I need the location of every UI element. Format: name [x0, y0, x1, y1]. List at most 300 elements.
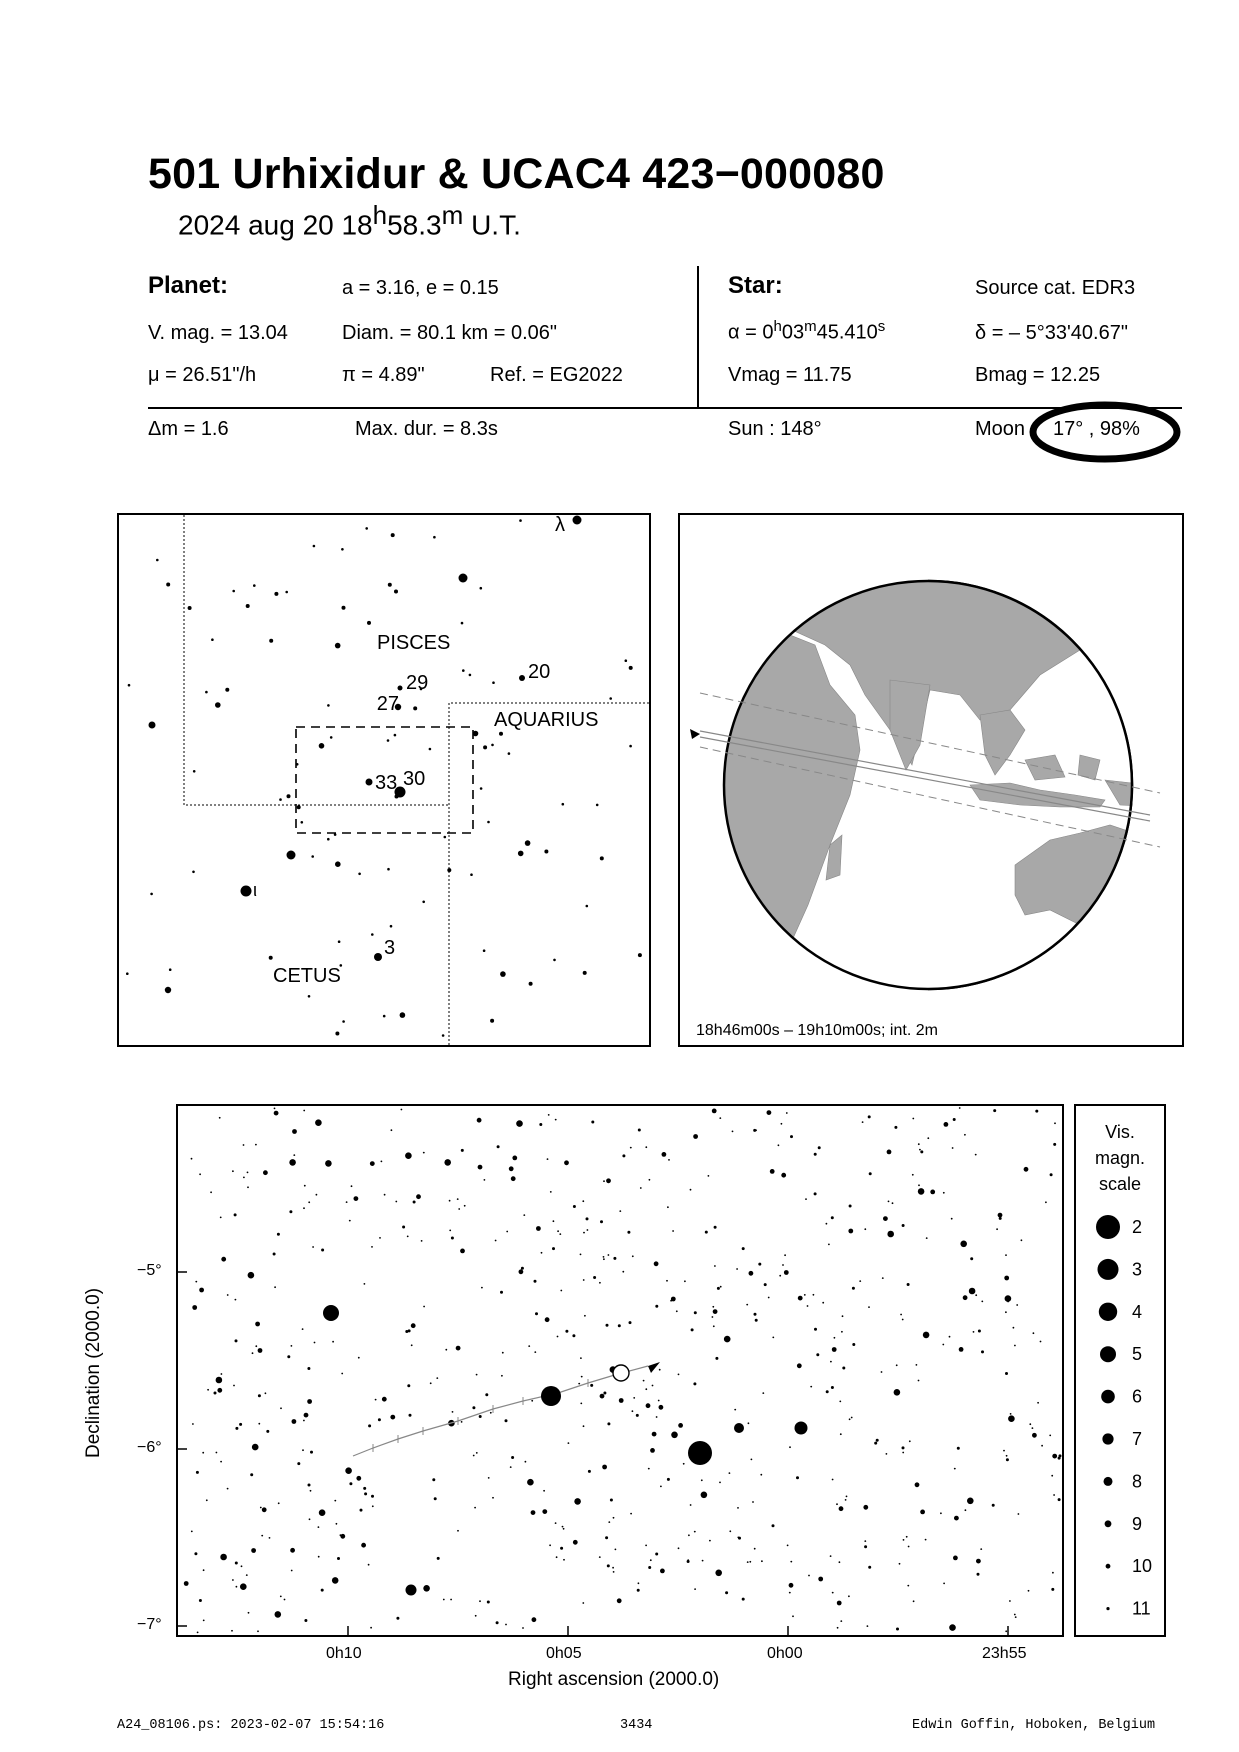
detail-star [583, 1279, 585, 1281]
detail-star [500, 1291, 503, 1294]
detail-star [318, 1556, 320, 1558]
detail-star [580, 1357, 582, 1359]
detail-star [434, 1497, 437, 1500]
detail-star [618, 1324, 621, 1327]
detail-star [862, 1121, 864, 1123]
detail-star [563, 1559, 565, 1561]
detail-star [586, 1217, 589, 1220]
detail-star [981, 1301, 983, 1303]
detail-star [629, 1321, 632, 1324]
detail-star [668, 1159, 670, 1161]
finder-star [500, 971, 506, 977]
detail-star [970, 1257, 973, 1260]
detail-star [221, 1257, 226, 1262]
detail-star [807, 1305, 809, 1307]
detail-star [232, 1579, 234, 1581]
detail-star [869, 1172, 872, 1175]
detail-star [603, 1256, 605, 1258]
detail-star [908, 1546, 910, 1548]
detail-star [610, 1499, 613, 1502]
detail-star [449, 1230, 451, 1232]
detail-star [476, 1452, 478, 1454]
detail-star [274, 1111, 279, 1116]
detail-star [391, 1129, 393, 1131]
detail-star [232, 1170, 234, 1172]
detail-star [475, 1615, 477, 1617]
detail-star [423, 1306, 425, 1308]
detail-star [969, 1288, 976, 1295]
detail-star [531, 1510, 536, 1515]
finder-star [358, 873, 361, 876]
bright-star-f [406, 1585, 417, 1596]
detail-star [779, 1275, 781, 1277]
detail-star [450, 1599, 452, 1601]
detail-star [886, 1453, 888, 1455]
detail-star [606, 1324, 609, 1327]
finder-star [150, 893, 153, 896]
detail-star [584, 1315, 586, 1317]
finder-star [413, 706, 417, 710]
detail-star [918, 1184, 920, 1186]
detail-star [356, 1476, 361, 1481]
magnitude-legend [1074, 1104, 1166, 1637]
finder-star [394, 590, 398, 594]
axis-ticks [178, 1272, 1008, 1635]
detail-star [221, 1373, 223, 1375]
detail-star [691, 1328, 694, 1331]
detail-star [542, 1509, 547, 1514]
boundary-aquarius [449, 703, 649, 1045]
detail-star [768, 1297, 770, 1299]
detail-star [535, 1312, 538, 1315]
detail-star [751, 1459, 753, 1461]
detail-star [363, 1487, 366, 1490]
info-divider [697, 266, 699, 408]
detail-star [715, 1357, 718, 1360]
detail-star [303, 1207, 305, 1209]
finder-star [391, 533, 395, 537]
detail-star [796, 1476, 799, 1479]
detail-star [370, 1627, 372, 1629]
detail-star [906, 1536, 908, 1538]
detail-star [337, 1557, 340, 1560]
event-date: 2024 aug 20 18 [178, 209, 373, 241]
detail-star [559, 1233, 561, 1235]
detail-star [648, 1566, 651, 1569]
detail-star [449, 1200, 451, 1202]
detail-star [724, 1336, 731, 1343]
detail-star [953, 1118, 956, 1121]
detail-star [1010, 1413, 1012, 1415]
detail-star [354, 1196, 359, 1201]
detail-star [522, 1627, 524, 1629]
detail-star [490, 1412, 492, 1414]
detail-star [637, 1589, 640, 1592]
detail-star [781, 1123, 783, 1125]
detail-star [650, 1448, 655, 1453]
detail-star [967, 1498, 974, 1505]
legend-title-3: scale [1098, 1174, 1142, 1194]
detail-star [633, 1397, 635, 1399]
star-3 [374, 953, 382, 961]
detail-star [505, 1624, 507, 1626]
detail-star [297, 1462, 300, 1465]
star-dec: δ = – 5°33'40.67" [975, 322, 1128, 344]
globe-svg [680, 515, 1182, 1045]
detail-star [678, 1547, 680, 1549]
detail-star [714, 1265, 716, 1267]
detail-star [831, 1386, 834, 1389]
detail-star [804, 1294, 806, 1296]
detail-star [318, 1526, 320, 1528]
detail-star [965, 1509, 967, 1511]
detail-star [859, 1280, 861, 1282]
detail-star [495, 1240, 497, 1242]
detail-star [341, 1373, 343, 1375]
detail-star [749, 1561, 751, 1563]
detail-star [656, 1416, 658, 1418]
finder-star [335, 861, 341, 867]
detail-star [548, 1114, 550, 1116]
detail-star [581, 1376, 583, 1378]
legend-dot-7 [1102, 1433, 1113, 1444]
detail-star [243, 1144, 245, 1146]
finder-star [429, 748, 432, 751]
detail-star [402, 1226, 405, 1229]
detail-star [292, 1129, 297, 1134]
legend-label-2: 2 [1132, 1217, 1143, 1237]
finder-star [269, 956, 273, 960]
detail-star [547, 1158, 549, 1160]
detail-star [764, 1283, 767, 1286]
detail-star [1005, 1311, 1007, 1313]
finder-star [629, 666, 633, 670]
detail-star [619, 1398, 624, 1403]
detail-star [316, 1194, 318, 1196]
detail-star [714, 1226, 717, 1229]
detail-star [993, 1109, 996, 1112]
detail-star [413, 1201, 416, 1204]
detail-star [375, 1399, 377, 1401]
detail-star [605, 1536, 608, 1539]
detail-star [918, 1380, 920, 1382]
detail-star [484, 1179, 486, 1181]
star-33 [366, 779, 373, 786]
detail-star [606, 1178, 611, 1183]
label-cetus: CETUS [273, 965, 341, 987]
finder-star [188, 606, 192, 610]
detail-star [360, 1509, 363, 1512]
detail-star [477, 1118, 482, 1123]
detail-star [839, 1561, 841, 1563]
detail-star [203, 1620, 205, 1622]
detail-star [444, 1159, 451, 1166]
detail-star [715, 1570, 722, 1577]
detail-star [814, 1328, 817, 1331]
finder-star [193, 770, 196, 773]
detail-star [964, 1134, 966, 1136]
detail-star [659, 1405, 664, 1410]
detail-star [407, 1236, 409, 1238]
detail-star [912, 1118, 914, 1120]
detail-star [864, 1540, 866, 1542]
finder-star [518, 851, 524, 857]
detail-star [612, 1567, 614, 1569]
star-bright-4 [165, 987, 171, 993]
detail-star [262, 1507, 267, 1512]
finder-star [330, 736, 333, 739]
detail-star [603, 1180, 605, 1182]
japan [1098, 625, 1120, 665]
detail-star [977, 1573, 980, 1576]
detail-star [713, 1309, 718, 1314]
detail-star [287, 1355, 290, 1358]
detail-star [488, 1477, 490, 1479]
detail-star [260, 1507, 262, 1509]
finder-star [301, 821, 304, 824]
detail-star [479, 1600, 481, 1602]
detail-star [269, 1537, 271, 1539]
bright-star-d [795, 1422, 808, 1435]
detail-star [913, 1600, 915, 1602]
detail-star [321, 1589, 324, 1592]
detail-star [574, 1498, 581, 1505]
star-ra-m: m [804, 318, 817, 335]
detail-star [381, 1161, 383, 1163]
detail-star [199, 1288, 204, 1293]
detail-star [395, 1201, 397, 1203]
finder-bright-stars [149, 516, 582, 994]
detail-star [583, 1232, 585, 1234]
detail-star [737, 1537, 739, 1539]
detail-star [1013, 1327, 1015, 1329]
detail-star [184, 1581, 189, 1586]
detail-star [868, 1566, 871, 1569]
detail-star [525, 1461, 527, 1463]
finder-star [422, 901, 425, 904]
detail-star [460, 1249, 465, 1254]
detail-star [220, 1554, 227, 1561]
finder-star [480, 787, 483, 790]
detail-star [587, 1229, 589, 1231]
detail-star [678, 1423, 683, 1428]
detail-star [562, 1526, 564, 1528]
detail-star [818, 1146, 821, 1149]
detail-star [235, 1562, 238, 1565]
detail-star [660, 1569, 665, 1574]
detail-star [1041, 1445, 1043, 1447]
detail-star [519, 1269, 524, 1274]
detail-star [364, 1492, 367, 1495]
finder-star [342, 1020, 345, 1023]
detail-star [1004, 1276, 1009, 1281]
detail-star [421, 1240, 423, 1242]
detail-star [720, 1286, 722, 1288]
detail-star [713, 1325, 715, 1327]
detail-star [816, 1353, 819, 1356]
finder-star [596, 804, 599, 807]
target-star-marker [613, 1365, 629, 1381]
detail-star [852, 1287, 855, 1290]
legend-label-5: 5 [1132, 1344, 1143, 1365]
finder-star [586, 905, 589, 908]
detail-star [712, 1316, 714, 1318]
detail-star [632, 1410, 634, 1412]
detail-star [1006, 1458, 1009, 1461]
detail-star [258, 1348, 263, 1353]
detail-star [840, 1433, 842, 1435]
detail-star [1037, 1402, 1039, 1404]
detail-star [195, 1281, 197, 1283]
detail-star [930, 1190, 935, 1195]
finder-star [166, 583, 170, 587]
planet-vmag: V. mag. = 13.04 [148, 322, 288, 344]
detail-star [534, 1280, 537, 1283]
detail-star [646, 1403, 651, 1408]
detail-star [451, 1237, 454, 1240]
detail-star [1033, 1332, 1035, 1334]
detail-star [832, 1592, 834, 1594]
detail-star [837, 1627, 839, 1629]
detail-star [888, 1201, 890, 1203]
detail-star [881, 1371, 883, 1373]
finder-star [625, 659, 628, 662]
detail-star [996, 1228, 998, 1230]
detail-star [684, 1280, 686, 1282]
finder-star [126, 972, 129, 975]
detail-star [497, 1145, 500, 1148]
label-3: 3 [384, 937, 396, 959]
detail-star [210, 1191, 212, 1193]
detail-star [650, 1559, 652, 1561]
detail-star [851, 1417, 853, 1419]
detail-star [645, 1545, 647, 1547]
detail-star [826, 1223, 828, 1225]
detail-star [755, 1319, 758, 1322]
finder-star [367, 621, 371, 625]
finder-star [490, 1019, 494, 1023]
detail-star [246, 1574, 248, 1576]
detail-star [502, 1352, 504, 1354]
detail-star [960, 1241, 967, 1248]
detail-star [863, 1505, 868, 1510]
boundary-pisces-cetus [184, 515, 449, 805]
detail-star [652, 1432, 657, 1437]
detail-star [351, 1185, 353, 1187]
finder-star [492, 681, 495, 684]
detail-star [672, 1230, 674, 1232]
detail-star [303, 1420, 305, 1422]
finder-star [327, 838, 330, 841]
detail-star [203, 1569, 205, 1571]
detail-star [361, 1543, 366, 1548]
detail-star [638, 1129, 641, 1132]
detail-star [840, 1620, 842, 1622]
detail-star [247, 1172, 249, 1174]
detail-star [1009, 1600, 1011, 1602]
detail-star [291, 1345, 293, 1347]
detail-star [671, 1432, 678, 1439]
detail-star [436, 1377, 438, 1379]
detail-star [405, 1152, 412, 1159]
detail-star [758, 1263, 761, 1266]
detail-star [797, 1363, 802, 1368]
detail-star [199, 1173, 201, 1175]
detail-star [690, 1504, 692, 1506]
finder-star [444, 836, 447, 839]
detail-star [792, 1615, 794, 1617]
finder-star [638, 953, 642, 957]
detail-star [705, 1231, 708, 1234]
detail-star [255, 1322, 260, 1327]
detail-star [1005, 1295, 1012, 1302]
detail-star [826, 1390, 829, 1393]
detail-star [505, 1419, 508, 1422]
footer-file: A24_08106.ps: 2023-02-07 15:54:16 [117, 1718, 385, 1733]
detail-star [349, 1482, 352, 1485]
detail-star [1018, 1513, 1020, 1515]
detail-star [903, 1539, 905, 1541]
detail-star [247, 1186, 249, 1188]
detail-star [236, 1586, 238, 1588]
label-27: 27 [376, 693, 399, 715]
detail-star [849, 1418, 851, 1420]
legend-dot-4 [1099, 1303, 1117, 1321]
detail-star [307, 1399, 312, 1404]
detail-star [308, 1484, 311, 1487]
detail-star [476, 1374, 478, 1376]
planet-motion: μ = 26.51"/h [148, 364, 257, 386]
star-ra-sec: 45.410 [816, 321, 878, 344]
detail-star [202, 1452, 204, 1454]
detail-star [805, 1198, 807, 1200]
detail-star [754, 1313, 757, 1316]
detail-star [233, 1385, 235, 1387]
detail-star [770, 1169, 775, 1174]
detail-star [401, 1109, 403, 1111]
detail-star [234, 1213, 237, 1216]
detail-star [255, 1144, 257, 1146]
finder-star [629, 745, 632, 748]
detail-star [949, 1336, 951, 1338]
detail-star [959, 1347, 964, 1352]
detail-star [981, 1350, 984, 1353]
detail-star [848, 1229, 853, 1234]
detail-star [291, 1570, 293, 1572]
detail-star [789, 1592, 791, 1594]
detail-star [887, 1150, 892, 1155]
finder-star [342, 606, 346, 610]
detail-star [457, 1198, 459, 1200]
finder-star [442, 1034, 445, 1037]
detail-star [257, 1630, 259, 1632]
detail-star [975, 1294, 977, 1296]
detail-star [600, 1394, 605, 1399]
detail-star [927, 1137, 929, 1139]
detail-star [919, 1149, 921, 1151]
detail-star [580, 1254, 582, 1256]
detail-star [368, 1564, 370, 1566]
detail-star [660, 1486, 662, 1488]
detail-star [278, 1502, 280, 1504]
detail-star [645, 1146, 647, 1148]
detail-star [848, 1595, 850, 1597]
detail-star [199, 1599, 202, 1602]
detail-star [423, 1585, 430, 1592]
detail-star [907, 1283, 910, 1286]
detail-star [251, 1548, 256, 1553]
detail-star [549, 1544, 551, 1546]
